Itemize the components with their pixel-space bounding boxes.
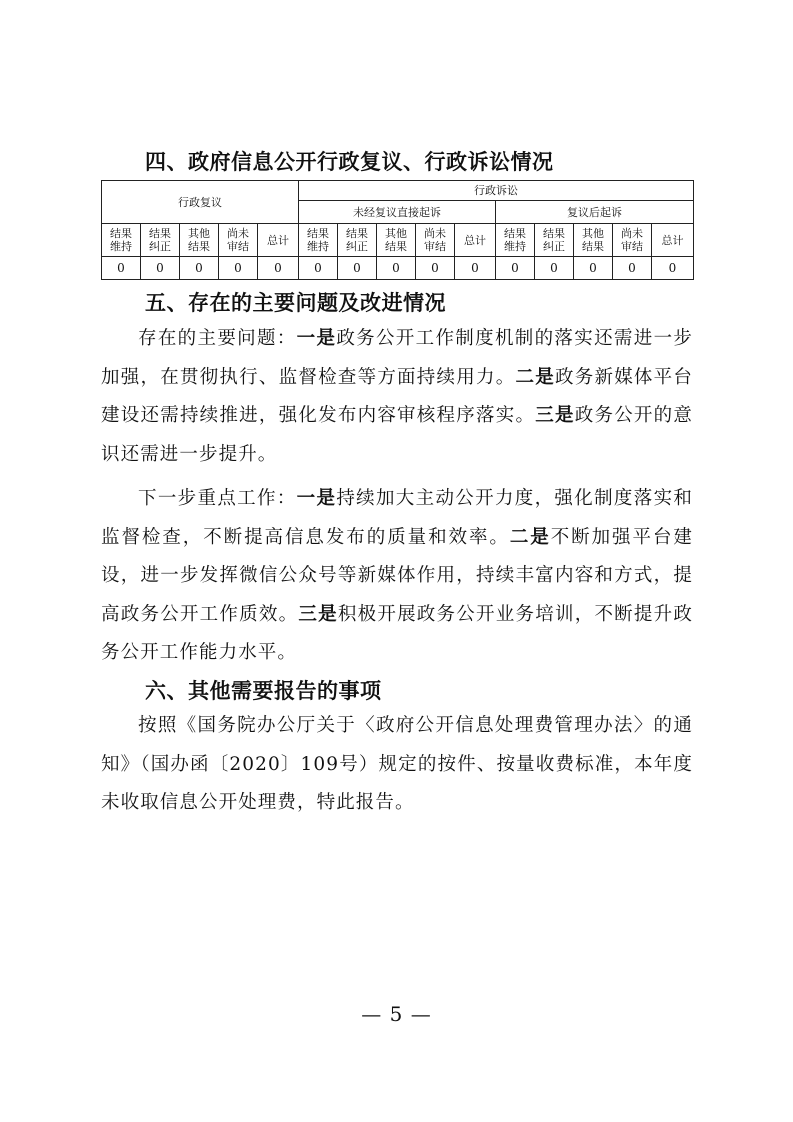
direct-col-header: 尚未审结 [416,224,455,257]
table-cell: 0 [258,257,299,280]
table-cell: 0 [180,257,219,280]
after-col-header: 结果纠正 [535,224,574,257]
admin-review-header: 行政复议 [102,181,299,224]
review-col-header: 结果维持 [102,224,141,257]
table-cell: 0 [102,257,141,280]
paragraph-lead: 存在的主要问题： [138,328,297,349]
direct-suit-header: 未经复议直接起诉 [299,201,496,224]
keyword-first: 一是 [296,488,337,509]
paragraph-lead: 下一步重点工作： [138,488,297,509]
direct-col-header: 总计 [455,224,496,257]
next-steps-paragraph [101,480,693,673]
section-5-heading: 五、存在的主要问题及改进情况 [145,291,446,315]
direct-col-header: 其他结果 [377,224,416,257]
direct-col-header: 结果纠正 [338,224,377,257]
review-col-header: 总计 [258,224,299,257]
paragraph-text: 政务公开的意识还需进一步提升。 [101,405,694,465]
keyword-third: 三是 [535,405,575,426]
review-col-header: 其他结果 [180,224,219,257]
table-cell: 0 [377,257,416,280]
table-cell: 0 [574,257,613,280]
review-col-header: 结果纠正 [141,224,180,257]
direct-col-header: 结果维持 [299,224,338,257]
table-cell: 0 [535,257,574,280]
section-6-heading: 六、其他需要报告的事项 [145,679,382,703]
paragraph-text: 政务新媒体平台建设还需持续推进，强化发布内容审核程序落实。 [101,366,694,426]
paragraph-text: 积极开展政务公开业务培训，不断提升政务公开工作能力水平。 [101,603,693,663]
table-cell: 0 [613,257,652,280]
table-cell: 0 [219,257,258,280]
table-cell: 0 [652,257,694,280]
keyword-second: 二是 [515,366,555,388]
after-col-header: 其他结果 [574,224,613,257]
after-review-suit-header: 复议后起诉 [496,201,694,224]
paragraph-text: 不断加强平台建设，进一步发挥微信公众号等新媒体作用，持续丰富内容和方式，提高政务公开工作质效。 [101,526,693,625]
table-cell: 0 [141,257,180,280]
fee-paragraph: 按照《国务院办公厅关于〈政府公开信息处理费管理办法〉的通知》（国办函〔2020〕109号）规定的按件、按量收费标准，本年度未收取信息公开处理费，特此报告。 [101,715,693,813]
table-cell: 0 [299,257,338,280]
table-cell: 0 [416,257,455,280]
keyword-third: 三是 [298,603,338,625]
table-cell: 0 [496,257,535,280]
page-number: — 5 — [361,1002,432,1026]
review-col-header: 尚未审结 [219,224,258,257]
after-col-header: 总计 [652,224,694,257]
table-cell: 0 [455,257,496,280]
after-col-header: 结果维持 [496,224,535,257]
after-col-header: 尚未审结 [613,224,652,257]
keyword-second: 二是 [509,526,551,548]
table-cell: 0 [338,257,377,280]
section-4-heading: 四、政府信息公开行政复议、行政诉讼情况 [145,150,554,174]
problems-paragraph [101,320,693,474]
admin-litigation-header: 行政诉讼 [299,181,694,201]
review-litigation-table [101,180,694,280]
paragraph-text: 持续加大主动公开力度，强化制度落实和监督检查，不断提高信息发布的质量和效率。 [101,488,694,548]
paragraph-text: 政务公开工作制度机制的落实还需进一步加强，在贯彻执行、监督检查等方面持续用力。 [101,328,694,388]
keyword-first: 一是 [296,328,337,349]
